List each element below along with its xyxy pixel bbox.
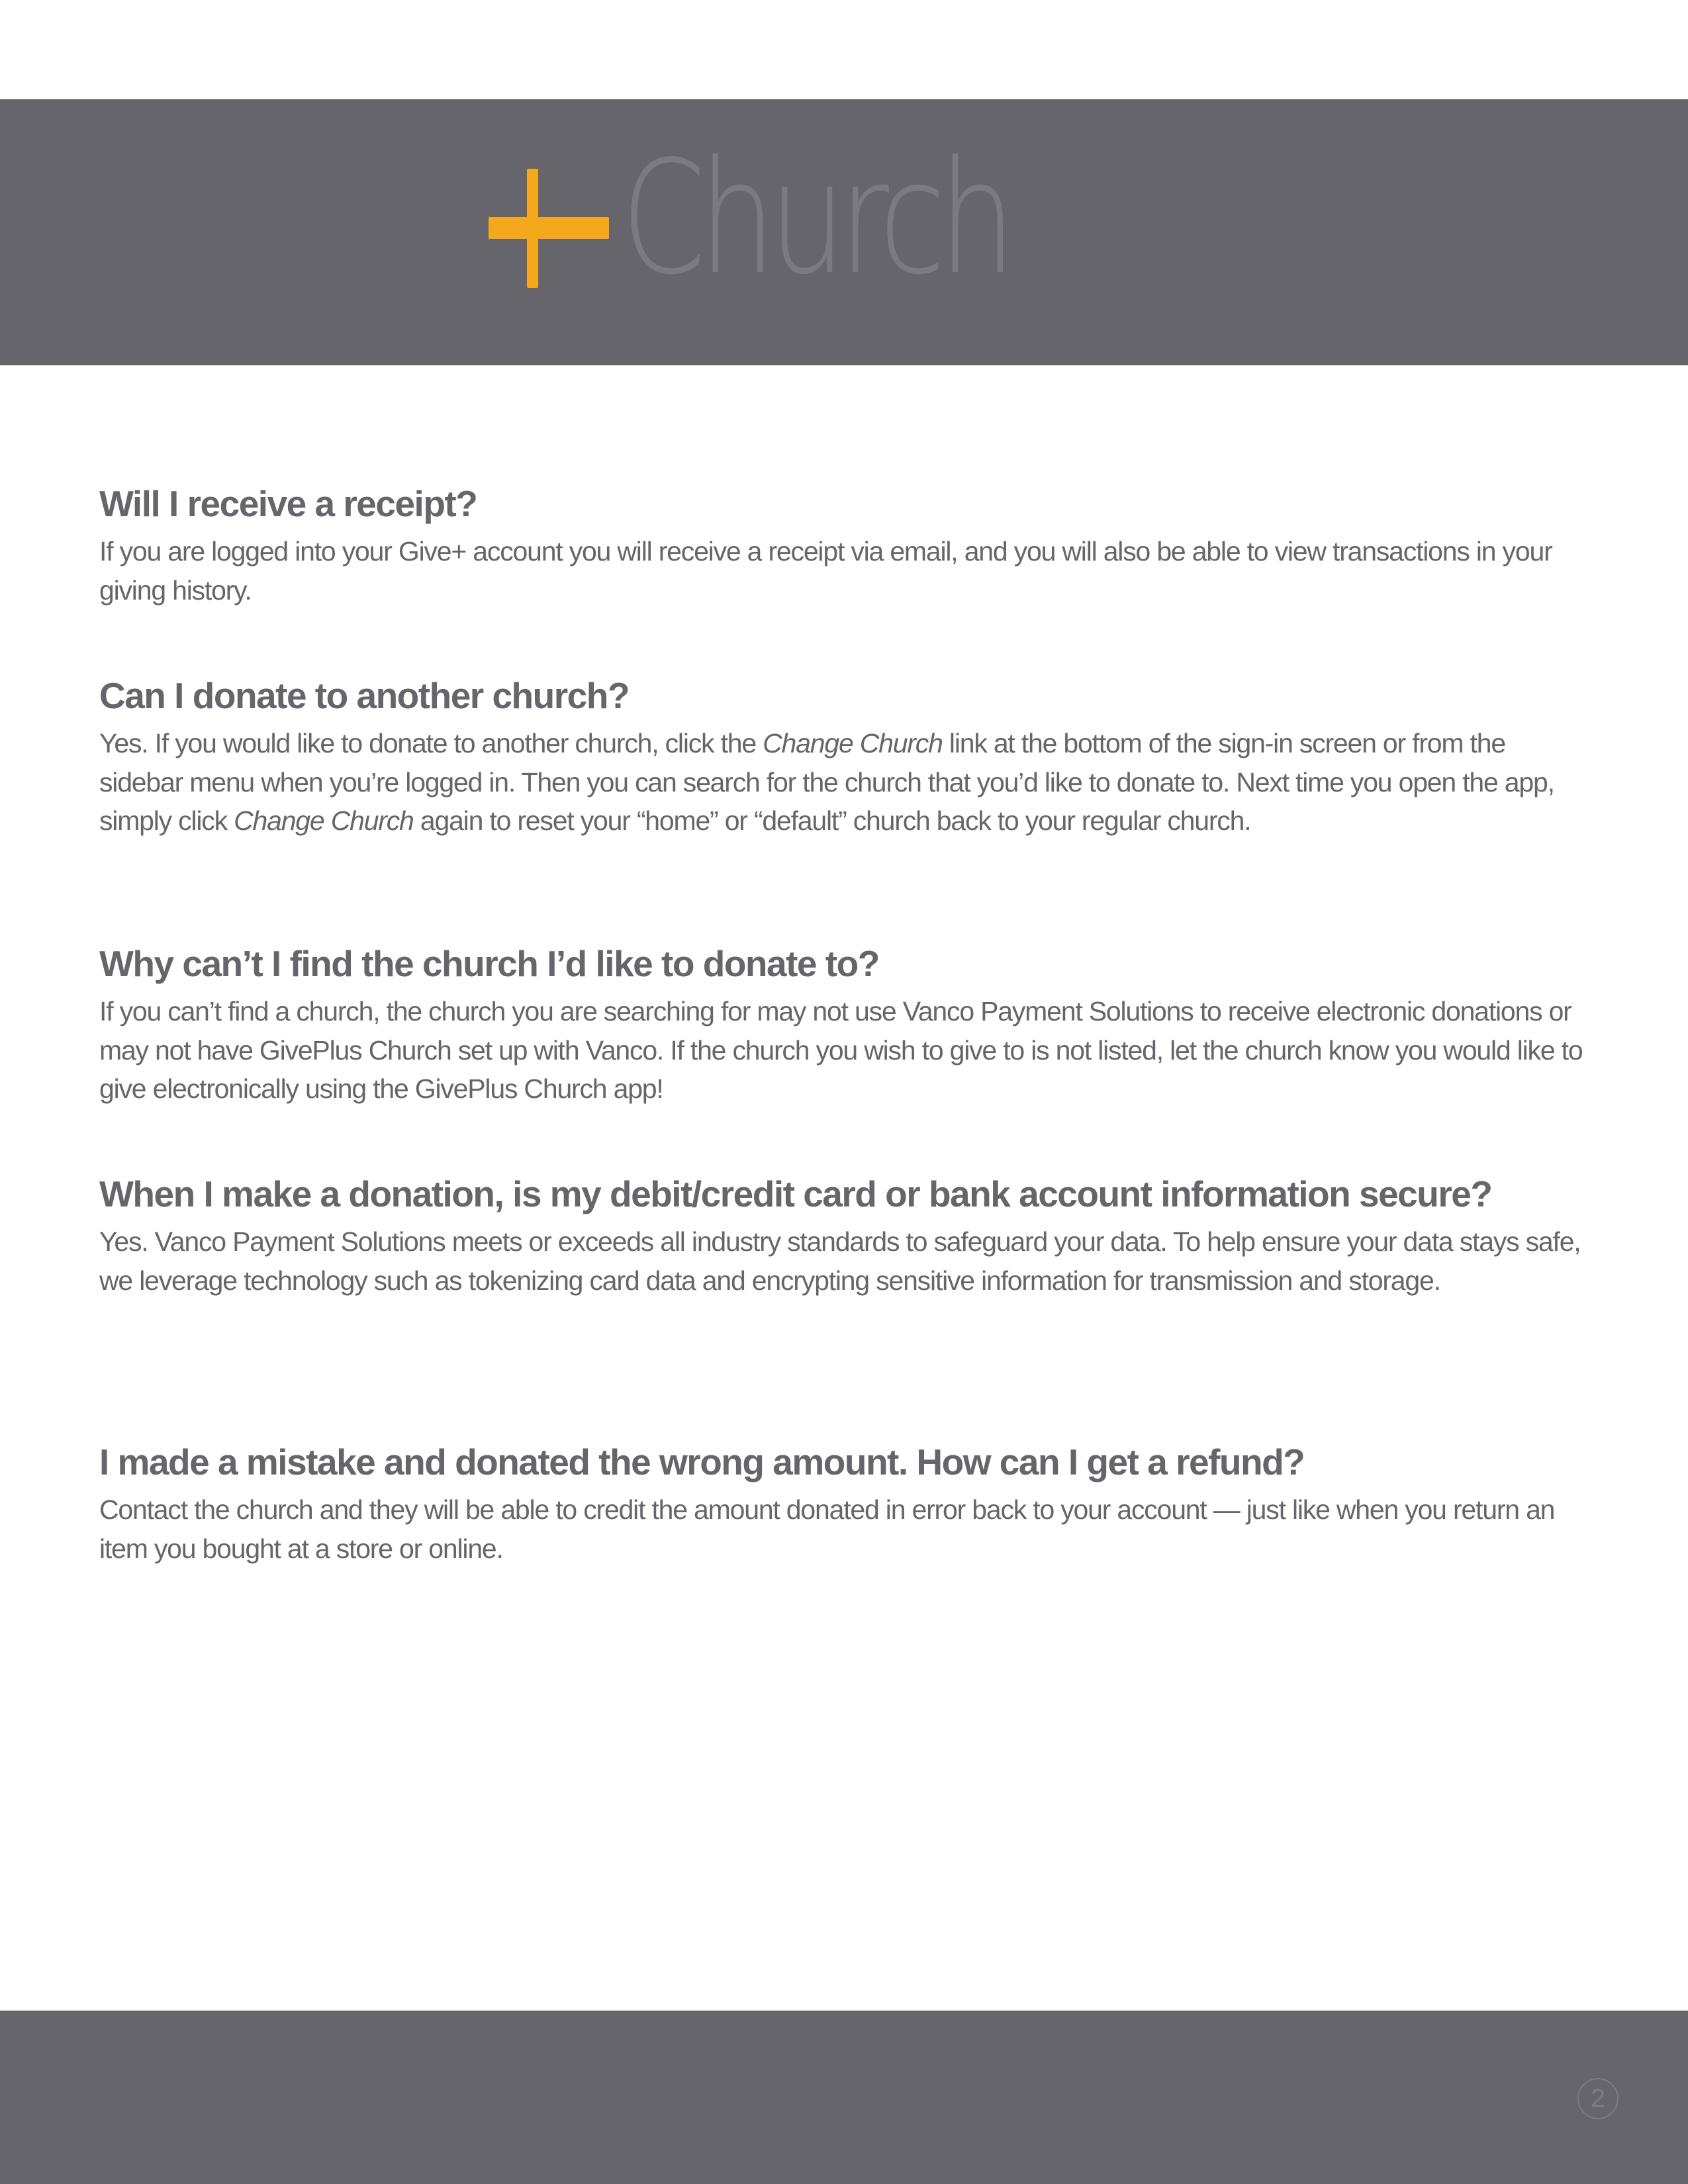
plus-icon-horizontal-bar: [489, 217, 609, 239]
faq-item: [99, 485, 1589, 610]
change-church-link-text: Change Church: [763, 728, 943, 758]
plus-icon-vertical-bar: [527, 169, 538, 288]
plus-icon: [489, 169, 609, 288]
faq-item: [99, 945, 1589, 1109]
faq-question: I made a mistake and donated the wrong amount. How can I get a refund?: [99, 1441, 1305, 1482]
footer-band: [0, 2011, 1688, 2184]
faq-answer: If you are logged into your Give+ account you will receive a receipt via email, and you will also be able to view transactions in your giving history.: [99, 536, 1552, 606]
faq-question: Why can’t I find the church I’d like to donate to?: [99, 943, 879, 984]
faq-answer: Contact the church and they will be able to credit the amount donated in error back to your account — just like when you return an item you bought at a store or online.: [99, 1494, 1555, 1564]
faq-answer: Yes. If you would like to donate to another church, click the Change Church link at the bottom of the sign-in screen or from the sidebar menu when you’re logged in. Then you can search for the church that you’d like to donate to. Next time you open the app, simply click Change Church again to reset your “home” or “default” church back to your regular church.: [99, 728, 1554, 836]
page-number-badge: 2: [1577, 2078, 1618, 2119]
giveplus-church-logo: [489, 127, 1150, 309]
change-church-link-text: Change Church: [234, 805, 414, 836]
faq-item: [99, 1443, 1589, 1568]
faq-question: Can I donate to another church?: [99, 675, 629, 716]
faq-question: Will I receive a receipt?: [99, 483, 477, 524]
faq-question: When I make a donation, is my debit/credit card or bank account information secure?: [99, 1173, 1492, 1214]
logo-text: Church: [621, 127, 1009, 309]
faq-answer: Yes. Vanco Payment Solutions meets or exceeds all industry standards to safeguard your data. To help ensure your data stays safe, we leverage technology such as tokenizing card data and encrypting sensitive information for transmission and storage.: [99, 1226, 1581, 1296]
faq-answer: If you can’t find a church, the church you are searching for may not use Vanco Payment Solutions to receive electronic donations or may not have GivePlus Church set up with Vanco. If the church you wish to give to is not listed, let the church know you would like to give electronically using the GivePlus Church app!: [99, 996, 1583, 1104]
faq-item: [99, 677, 1589, 841]
faq-item: [99, 1175, 1589, 1300]
